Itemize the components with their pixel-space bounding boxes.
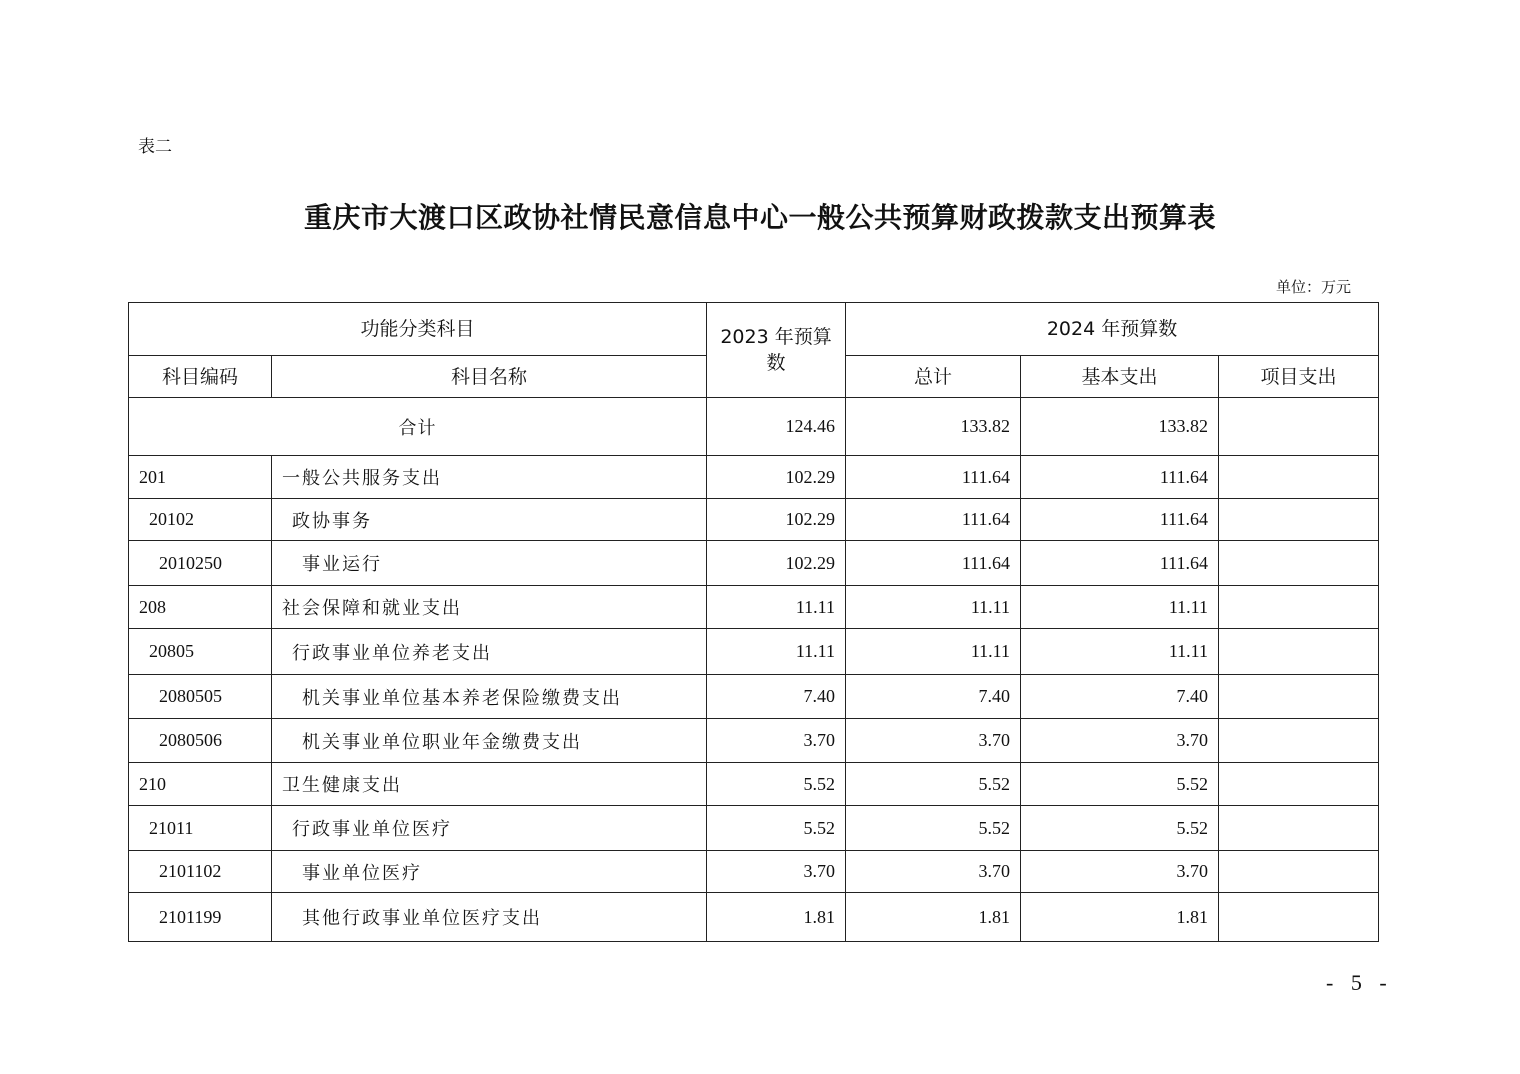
total-row [129, 398, 1379, 456]
row-project [1219, 629, 1379, 675]
row-project [1219, 541, 1379, 586]
row-code: 2010250 [129, 541, 272, 586]
total-total: 133.82 [846, 398, 1021, 456]
header-budget-2024: 2024 年预算数 [846, 303, 1379, 356]
row-budget-2023: 102.29 [707, 541, 846, 586]
table-label: 表二 [138, 137, 172, 157]
budget-table [128, 302, 1379, 942]
row-project [1219, 456, 1379, 499]
row-basic: 111.64 [1021, 541, 1219, 586]
row-code: 20102 [129, 499, 272, 541]
row-total: 11.11 [846, 629, 1021, 675]
row-budget-2023: 5.52 [707, 806, 846, 851]
row-code: 21011 [129, 806, 272, 851]
table-row [129, 806, 1379, 851]
row-basic: 111.64 [1021, 456, 1219, 499]
row-basic: 1.81 [1021, 893, 1219, 942]
row-total: 1.81 [846, 893, 1021, 942]
row-name: 机关事业单位职业年金缴费支出 [272, 719, 707, 763]
row-code: 20805 [129, 629, 272, 675]
row-basic: 11.11 [1021, 586, 1219, 629]
table-row [129, 586, 1379, 629]
row-code: 2101199 [129, 893, 272, 942]
header-basic: 基本支出 [1021, 356, 1219, 398]
row-name: 其他行政事业单位医疗支出 [272, 893, 707, 942]
header-project: 项目支出 [1219, 356, 1379, 398]
row-name: 卫生健康支出 [272, 763, 707, 806]
table-row [129, 541, 1379, 586]
table-row [129, 893, 1379, 942]
table-row [129, 851, 1379, 893]
row-name: 政协事务 [272, 499, 707, 541]
row-budget-2023: 102.29 [707, 499, 846, 541]
row-basic: 7.40 [1021, 675, 1219, 719]
row-project [1219, 806, 1379, 851]
row-total: 3.70 [846, 719, 1021, 763]
row-code: 2080505 [129, 675, 272, 719]
header-budget-2023: 2023 年预算数 [707, 303, 846, 398]
row-name: 事业运行 [272, 541, 707, 586]
row-total: 5.52 [846, 763, 1021, 806]
row-name: 机关事业单位基本养老保险缴费支出 [272, 675, 707, 719]
row-project [1219, 763, 1379, 806]
row-budget-2023: 102.29 [707, 456, 846, 499]
row-project [1219, 719, 1379, 763]
row-project [1219, 675, 1379, 719]
row-project [1219, 499, 1379, 541]
page-number: - 5 - [1326, 970, 1393, 995]
total-budget-2023: 124.46 [707, 398, 846, 456]
table-row [129, 456, 1379, 499]
row-budget-2023: 11.11 [707, 629, 846, 675]
header-total: 总计 [846, 356, 1021, 398]
row-basic: 5.52 [1021, 763, 1219, 806]
total-label: 合计 [129, 398, 707, 456]
row-basic: 111.64 [1021, 499, 1219, 541]
row-budget-2023: 3.70 [707, 719, 846, 763]
row-basic: 5.52 [1021, 806, 1219, 851]
total-basic: 133.82 [1021, 398, 1219, 456]
total-project [1219, 398, 1379, 456]
row-name: 社会保障和就业支出 [272, 586, 707, 629]
header-row-1 [129, 303, 1379, 356]
row-code: 210 [129, 763, 272, 806]
row-budget-2023: 5.52 [707, 763, 846, 806]
header-functional-category: 功能分类科目 [129, 303, 707, 356]
row-project [1219, 893, 1379, 942]
row-project [1219, 851, 1379, 893]
row-code: 2101102 [129, 851, 272, 893]
row-budget-2023: 7.40 [707, 675, 846, 719]
row-total: 11.11 [846, 586, 1021, 629]
row-basic: 11.11 [1021, 629, 1219, 675]
row-budget-2023: 11.11 [707, 586, 846, 629]
row-name: 一般公共服务支出 [272, 456, 707, 499]
row-name: 事业单位医疗 [272, 851, 707, 893]
row-name: 行政事业单位养老支出 [272, 629, 707, 675]
table-row [129, 675, 1379, 719]
row-budget-2023: 1.81 [707, 893, 846, 942]
header-code: 科目编码 [129, 356, 272, 398]
row-basic: 3.70 [1021, 851, 1219, 893]
row-budget-2023: 3.70 [707, 851, 846, 893]
row-total: 7.40 [846, 675, 1021, 719]
row-total: 3.70 [846, 851, 1021, 893]
header-name: 科目名称 [272, 356, 707, 398]
document-title: 重庆市大渡口区政协社情民意信息中心一般公共预算财政拨款支出预算表 [303, 201, 1216, 234]
row-code: 201 [129, 456, 272, 499]
row-basic: 3.70 [1021, 719, 1219, 763]
table-row [129, 629, 1379, 675]
table-row [129, 719, 1379, 763]
row-project [1219, 586, 1379, 629]
row-total: 111.64 [846, 499, 1021, 541]
table-row [129, 763, 1379, 806]
row-name: 行政事业单位医疗 [272, 806, 707, 851]
row-code: 2080506 [129, 719, 272, 763]
unit-label: 单位：万元 [1276, 278, 1352, 296]
row-total: 111.64 [846, 541, 1021, 586]
row-code: 208 [129, 586, 272, 629]
table-row [129, 499, 1379, 541]
row-total: 111.64 [846, 456, 1021, 499]
row-total: 5.52 [846, 806, 1021, 851]
